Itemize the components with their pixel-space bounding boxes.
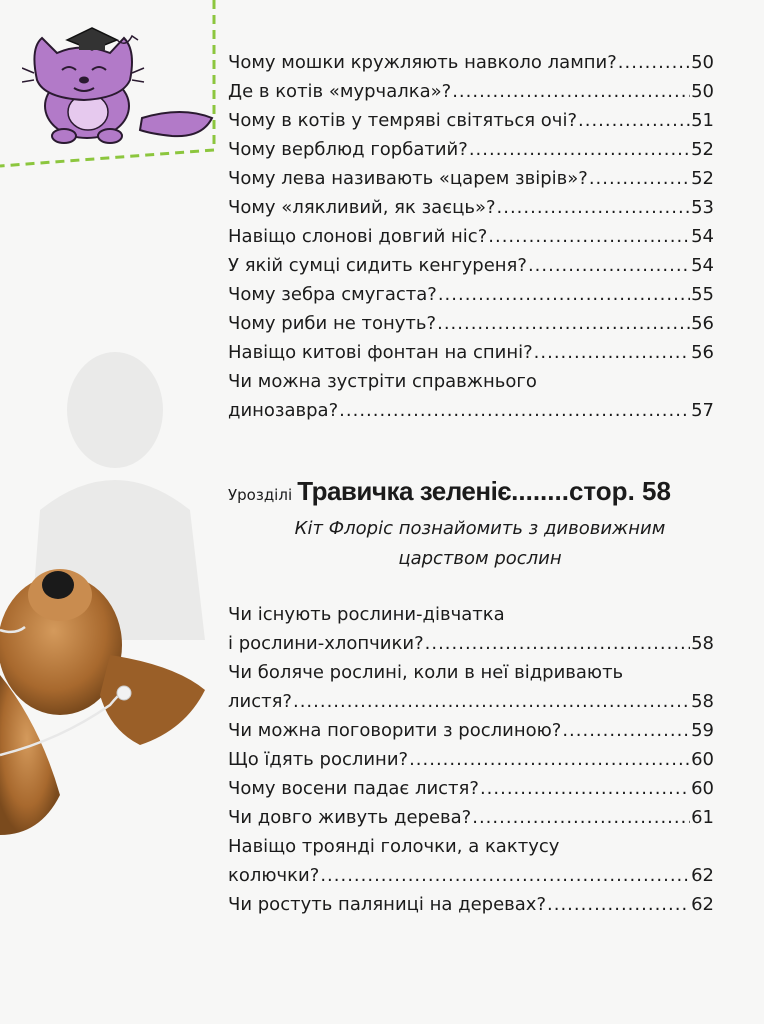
toc-entry[interactable]: Навіщо китові фонтан на спині? ..... 56 — [228, 342, 714, 368]
toc-entry[interactable]: колючки? ..... 62 — [228, 865, 714, 891]
toc-entry[interactable]: і рослини-хлопчики? ..... 58 — [228, 633, 714, 659]
toc-entry[interactable]: листя? ..... 58 — [228, 691, 714, 717]
toc-entry[interactable]: Чому «лякливий, як заєць»? ..... 53 — [228, 197, 714, 223]
section-page-ref: стор. 58 — [568, 476, 671, 506]
toc-entry[interactable]: Що їдять рослини? ..... 60 — [228, 749, 714, 775]
toc-entry[interactable]: Чому мошки кружляють навколо лампи? ..... 50 — [228, 52, 714, 78]
toc-entry[interactable]: Чому риби не тонуть? ..... 56 — [228, 313, 714, 339]
section-header[interactable] — [228, 476, 718, 507]
toc-entry-line1[interactable]: Навіщо троянді голочки, а кактусу — [228, 836, 560, 857]
toc-entry[interactable]: динозавра? ..... 57 — [228, 400, 714, 426]
toc-entry[interactable]: Чому в котів у темряві світяться очі? ..... 51 — [228, 110, 714, 136]
cat-floris-illustration — [22, 18, 222, 148]
section-title: Травичка зеленіє — [297, 476, 512, 506]
toc-entry-line1[interactable]: Чи існують рослини-дівчатка — [228, 604, 505, 625]
toc-entry-line1[interactable]: Чи боляче рослині, коли в неї відривають — [228, 662, 624, 683]
toc-entry[interactable]: У якій сумці сидить кенгуреня? ..... 54 — [228, 255, 714, 281]
toc-entry[interactable]: Чому верблюд горбатий? ..... 52 — [228, 139, 714, 165]
toc-entry[interactable]: Де в котів «мурчалка»? ..... 50 — [228, 81, 714, 107]
toc-entry[interactable]: Чи довго живуть дерева? ..... 61 — [228, 807, 714, 833]
section-subtitle: Кіт Флоріс познайомить з дивовижним царством рослин — [294, 518, 666, 569]
toc-entry[interactable]: Чи можна поговорити з рослиною? ..... 59 — [228, 720, 714, 746]
section-label: Урозділі — [228, 486, 293, 504]
section-dots: ........ — [511, 476, 569, 506]
toc-entry[interactable]: Навіщо слонові довгий ніс? ..... 54 — [228, 226, 714, 252]
toc-entry-line1[interactable]: Чи можна зустріти справжнього — [228, 371, 537, 392]
puppy-illustration — [0, 555, 215, 835]
toc-entry[interactable]: Чи ростуть паляниці на деревах? ..... 62 — [228, 894, 714, 920]
toc-entry[interactable]: Чому лева називають «царем звірів»? ..... 52 — [228, 168, 714, 194]
toc-entry[interactable]: Чому восени падає листя? ..... 60 — [228, 778, 714, 804]
toc-entry[interactable]: Чому зебра смугаста? ..... 55 — [228, 284, 714, 310]
